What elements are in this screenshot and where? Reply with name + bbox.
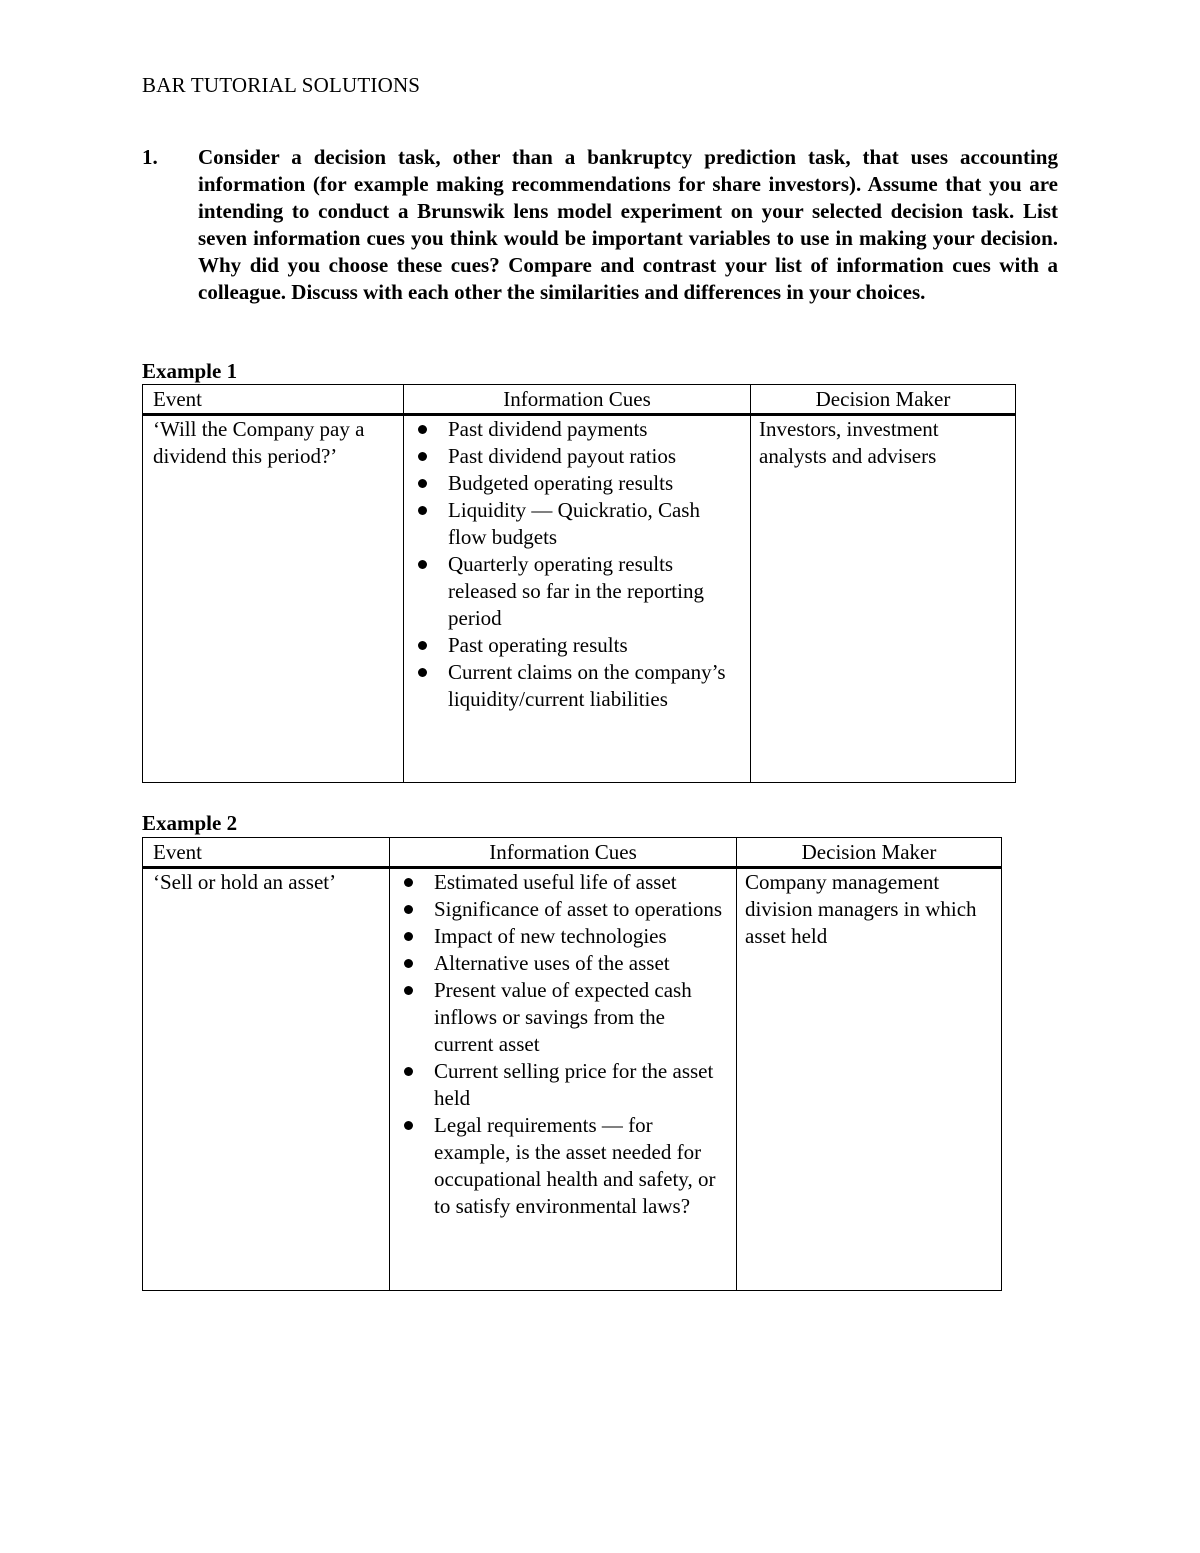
question-number: 1. [142,145,158,169]
event-cell: ‘Will the Company pay a dividend this period?’ [143,415,404,783]
cue-item: Current claims on the company’s liquidity/current liabilities [412,659,742,713]
cue-item: Quarterly operating results released so far in the reporting period [412,551,742,632]
cue-item: Budgeted operating results [412,470,742,497]
event-column-header: Event [143,838,390,868]
cue-item: Significance of asset to operations [398,896,728,923]
cues-cell [404,415,751,783]
cue-item: Current selling price for the asset held [398,1058,728,1112]
cue-list [398,869,728,1220]
event-cell: ‘Sell or hold an asset’ [143,868,390,1291]
cue-item: Alternative uses of the asset [398,950,728,977]
cue-item: Legal requirements — for example, is the asset needed for occupational health and safety, or to satisfy environmental laws? [398,1112,728,1220]
question-text: Consider a decision task, other than a bankruptcy prediction task, that uses accounting information (for example making recommendations for share investors). Assume that you are intending to conduct a Brunswik lens model experiment on your selected decision task. List seven information cues you think would be important variables to use in making your decision. Why did you choose these cues? Compare and contrast your list of information cues with a colleague. Discuss with each other the similarities and differences in your choices. [198,145,1058,304]
cue-item: Past operating results [412,632,742,659]
cue-item: Liquidity — Quickratio, Cash flow budgets [412,497,742,551]
event-column-header: Event [143,385,404,415]
example-1-table [142,384,1016,783]
cue-item: Estimated useful life of asset [398,869,728,896]
decision-maker-cell: Investors, investment analysts and advisers [751,415,1016,783]
decision-maker-column-header: Decision Maker [751,385,1016,415]
cue-list [412,416,742,713]
cue-item: Present value of expected cash inflows or savings from the current asset [398,977,728,1058]
example-2-heading: Example 2 [142,811,238,835]
decision-maker-cell: Company management division managers in which asset held [737,868,1002,1291]
table-header-row [143,385,1016,415]
decision-maker-column-header: Decision Maker [737,838,1002,868]
page-title: BAR TUTORIAL SOLUTIONS [142,73,421,97]
example-2-table [142,837,1002,1291]
cues-column-header: Information Cues [390,838,737,868]
table-header-row [143,838,1002,868]
cues-column-header: Information Cues [404,385,751,415]
table-row [143,868,1002,1291]
table-row [143,415,1016,783]
cue-item: Impact of new technologies [398,923,728,950]
cues-cell [390,868,737,1291]
example-1-heading: Example 1 [142,359,238,383]
cue-item: Past dividend payments [412,416,742,443]
cue-item: Past dividend payout ratios [412,443,742,470]
